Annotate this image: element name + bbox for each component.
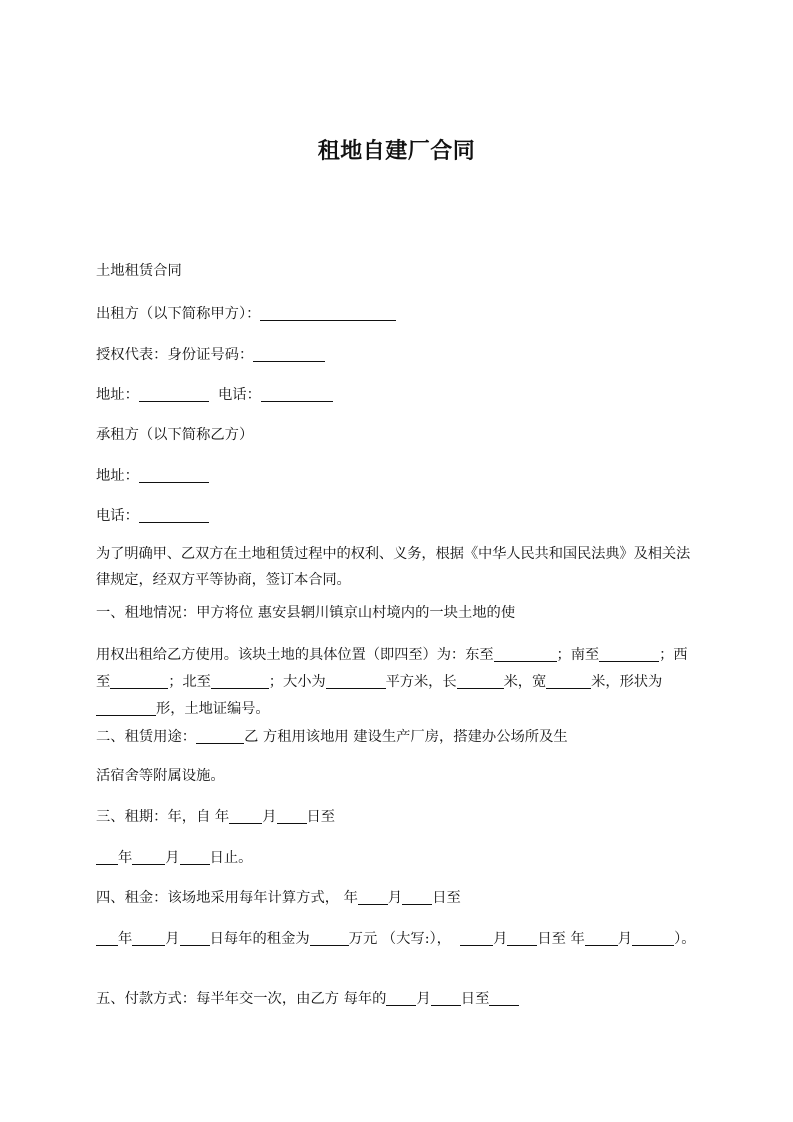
clause4-text-j: 月 xyxy=(617,931,633,947)
clause2-line2: 活宿舍等附属设施。 xyxy=(96,768,225,784)
clause1-text-d: ；北至 xyxy=(168,674,211,690)
clause3-line2 xyxy=(96,844,700,871)
clause3-text-f: 日止。 xyxy=(209,850,253,866)
clause4-paragraph xyxy=(96,925,700,952)
clause3-text-a: 三、租期：年，自 年 xyxy=(96,809,230,825)
clause1-text-f: 平方米，长 xyxy=(385,674,457,690)
pay-month-blank xyxy=(460,928,493,946)
agent-line xyxy=(96,341,700,368)
clause3-text-d: 年 xyxy=(118,850,133,866)
end-year-blank xyxy=(96,847,118,865)
clause3-text-c: 日至 xyxy=(306,809,336,825)
lessee-address-label: 地址： xyxy=(96,468,139,484)
east-boundary-blank xyxy=(494,644,557,662)
lessor-name-blank xyxy=(260,303,396,321)
lessor-address-blank xyxy=(139,384,209,402)
pay-end-month-blank xyxy=(585,928,618,946)
clause4-line1 xyxy=(96,884,700,911)
lessor-contact-line xyxy=(96,381,700,408)
lessee-phone-label: 电话： xyxy=(96,508,139,524)
shape-blank xyxy=(96,698,156,716)
clause2-text-a: 二、租赁用途： xyxy=(96,729,197,745)
length-blank xyxy=(457,671,504,689)
clause4-text-e: 月 xyxy=(165,931,180,947)
clause1-paragraph xyxy=(96,641,700,722)
clause2-line1 xyxy=(96,723,700,750)
lessor-label: 出租方（以下简称甲方）： xyxy=(96,306,261,322)
clause1-line1: 一、租地情况：甲方将位 惠安县辋川镇京山村境内的一块土地的使 xyxy=(96,605,516,621)
clause5-text-b: 月 xyxy=(416,991,431,1007)
preamble-paragraph: 为了明确甲、乙双方在土地租赁过程中的权利、义务，根据《中华人民共和国民法典》及相关法律规定，经双方平等协商，签订本合同。 xyxy=(96,546,691,588)
width-blank xyxy=(546,671,591,689)
clause4-text-c: 日至 xyxy=(432,890,461,906)
start-day-blank xyxy=(277,806,307,824)
lessor-phone-label: 电话： xyxy=(217,387,261,403)
clause1-text-b: ；南至 xyxy=(556,647,600,663)
rent-start-month-blank xyxy=(358,887,388,905)
annual-rent-blank xyxy=(310,928,349,946)
clause4-text-a: 四、租金：该场地采用每年计算方式， 年 xyxy=(96,890,358,906)
lessee-address-blank xyxy=(139,465,209,483)
lessor-address-label: 地址： xyxy=(96,387,139,403)
clause5-text-c: 日至 xyxy=(460,991,490,1007)
north-boundary-blank xyxy=(211,671,269,689)
clause2-text-b: 乙 方租用该地用 建设生产厂房，搭建办公场所及生 xyxy=(244,729,568,745)
lessee-line: 承租方（以下简称乙方） xyxy=(96,427,254,443)
clause4-text-d: 年 xyxy=(118,931,133,947)
clause3-text-b: 月 xyxy=(262,809,277,825)
area-blank xyxy=(326,671,386,689)
clause4-text-b: 月 xyxy=(387,890,403,906)
clause1-text-c: ；西至 xyxy=(96,647,688,690)
pay-end-day-blank xyxy=(632,928,654,946)
lessor-phone-blank xyxy=(261,384,333,402)
payment-month-blank xyxy=(386,988,416,1006)
clause1-text-a: 用权出租给乙方使用。该块土地的具体位置（即四至）为：东至 xyxy=(96,647,494,663)
west-boundary-blank xyxy=(110,671,168,689)
start-month-blank xyxy=(229,806,262,824)
rent-end-year-blank xyxy=(96,928,118,946)
document-title: 租地自建厂合同 xyxy=(317,139,476,164)
clause4-text-g: 万元 （大写:）， xyxy=(348,931,451,947)
payment-end-blank xyxy=(489,988,519,1006)
clause4-text-h: 月 xyxy=(493,931,508,947)
clause4-text-f: 日每年的租金为 xyxy=(209,931,310,947)
clause4-text-k: ）。 xyxy=(674,931,696,947)
end-month-blank xyxy=(132,847,165,865)
south-boundary-blank-cont xyxy=(639,644,659,662)
contract-subtitle: 土地租赁合同 xyxy=(96,263,182,279)
lessee-phone-line xyxy=(96,502,700,529)
lessee-address-line xyxy=(96,462,700,489)
agent-label: 授权代表：身份证号码： xyxy=(96,347,254,363)
clause1-text-e: ；大小为 xyxy=(268,674,326,690)
payment-day-blank xyxy=(431,988,461,1006)
clause5-line1 xyxy=(96,985,700,1012)
clause5-text-a: 五、付款方式：每半年交一次，由乙方 每年的 xyxy=(96,991,387,1007)
rent-end-day-blank xyxy=(180,928,210,946)
clause1-text-g: 米，宽 xyxy=(503,674,547,690)
south-boundary-blank xyxy=(599,644,639,662)
rent-start-day-blank xyxy=(402,887,432,905)
lessee-phone-blank xyxy=(139,505,209,523)
rent-end-month-blank xyxy=(132,928,165,946)
clause1-text-h: 米，形状为 xyxy=(591,674,663,690)
clause4-text-i: 日至 年 xyxy=(537,931,585,947)
pay-day-blank xyxy=(507,928,537,946)
agent-id-blank xyxy=(253,344,325,362)
usage-blank xyxy=(196,726,244,744)
end-day-blank xyxy=(180,847,210,865)
lessor-line xyxy=(96,300,700,327)
pay-end-day-blank-cont xyxy=(654,928,674,946)
clause3-line1 xyxy=(96,803,700,830)
clause3-text-e: 月 xyxy=(165,850,180,866)
clause1-text-i: 形，土地证编号。 xyxy=(156,701,270,717)
